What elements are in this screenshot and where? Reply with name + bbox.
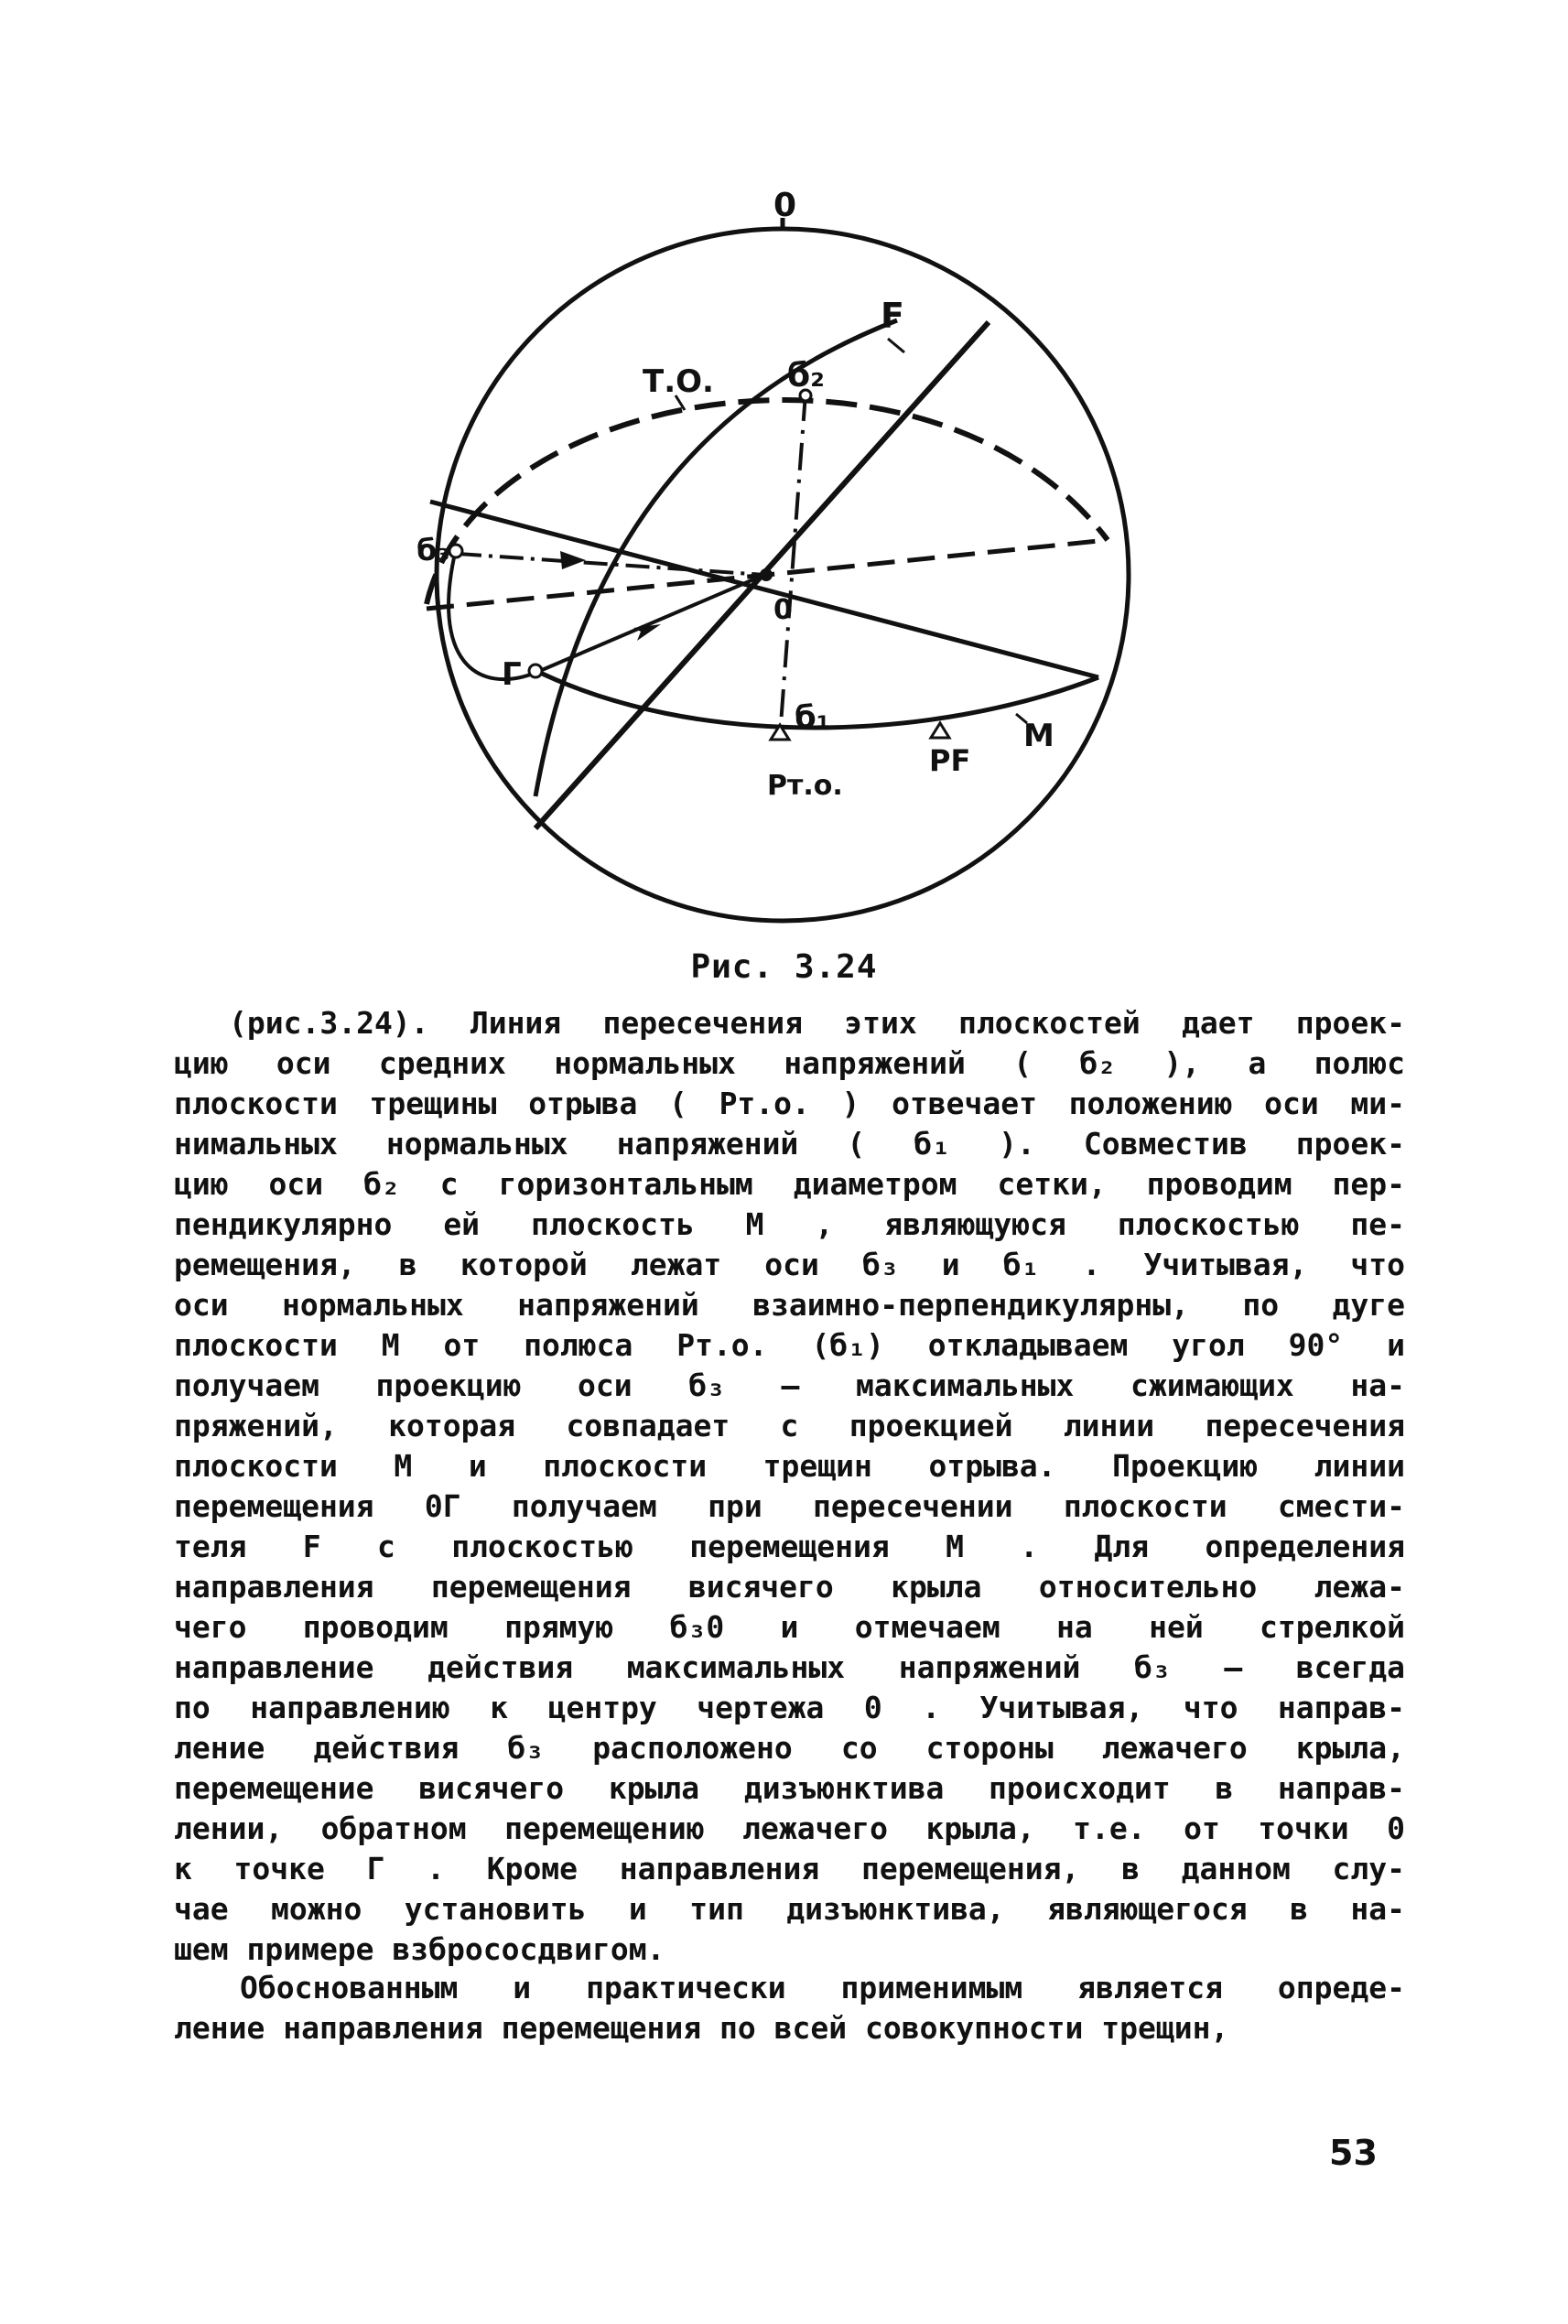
text-line: направление действия максимальных напряжений б₃ – всегда: [174, 1649, 1405, 1685]
label-sigma3: б₃: [416, 533, 450, 567]
text-line: пряжений, которая совпадает с проекцией линии пересечения: [174, 1408, 1405, 1443]
text-line: чае можно установить и тип дизъюнктива, являющегося в на-: [174, 1891, 1405, 1927]
p-f-marker: [931, 723, 949, 738]
center-point: [760, 568, 773, 581]
text-line: перемещения 0Г получаем при пересечении плоскости смести-: [174, 1488, 1405, 1524]
text-line: к точке Г . Кроме направления перемещения, в данном слу-: [174, 1851, 1405, 1886]
label-sigma2: б₂: [787, 357, 825, 395]
label-p-f: PF: [929, 743, 971, 778]
text-line: перемещение висячего крыла дизъюнктива происходит в направ-: [174, 1770, 1405, 1806]
text-line: лении, обратном перемещению лежачего крыла, т.е. от точки 0: [174, 1811, 1405, 1846]
text-line: (рис.3.24). Линия пересечения этих плоскостей дает проек-: [229, 1005, 1405, 1041]
g-point: [529, 665, 542, 677]
sigma3-point: [449, 545, 462, 557]
label-top-zero: 0: [773, 187, 797, 224]
text-line: ление направления перемещения по всей совокупности трещин,: [174, 2010, 1229, 2046]
label-center-zero: 0: [773, 594, 793, 626]
label-g: Г: [502, 656, 522, 693]
stereonet-figure: [0, 0, 1568, 952]
paragraph-1: [174, 1003, 1405, 1970]
arrow-sigma3-center: [560, 551, 586, 569]
paragraph-2: [174, 1968, 1405, 2048]
page-number: 53: [1329, 2133, 1378, 2173]
text-line: плоскости M от полюса Pт.о. (б₁) откладываем угол 90° и: [174, 1327, 1405, 1363]
text-line: Обоснованным и практически применимым является опреде-: [240, 1970, 1405, 2005]
text-line: нимальных нормальных напряжений ( б₁ ). Совместив проек-: [174, 1126, 1405, 1162]
text-line: теля F с плоскостью перемещения M . Для определения: [174, 1529, 1405, 1564]
text-line: плоскости трещины отрыва ( Pт.о. ) отвечает положению оси ми-: [174, 1086, 1405, 1121]
text-line: пендикулярно ей плоскость M , являющуюся плоскостью пе-: [174, 1206, 1405, 1242]
arrow-g-center: [633, 624, 661, 641]
text-line: цию оси средних нормальных напряжений ( б₂ ), а полюс: [174, 1045, 1405, 1081]
label-p-to: Pт.о.: [767, 770, 843, 802]
sigma2-sigma1-line: [780, 394, 806, 737]
text-line: оси нормальных напряжений взаимно-перпендикулярны, по дуге: [174, 1287, 1405, 1323]
sigma3-diameter: [430, 502, 1098, 677]
label-sigma1: б₁: [795, 699, 830, 736]
figure-caption: Рис. 3.24: [690, 948, 878, 986]
text-line: получаем проекцию оси б₃ – максимальных сжимающих на-: [174, 1367, 1405, 1403]
f-leader: [888, 339, 904, 352]
text-line: по направлению к центру чертежа 0 . Учитывая, что направ-: [174, 1690, 1405, 1725]
text-line: ление действия б₃ расположено со стороны лежачего крыла,: [174, 1730, 1405, 1766]
text-line: плоскости M и плоскости трещин отрыва. Проекцию линии: [174, 1448, 1405, 1484]
g-center-line: [535, 575, 764, 673]
label-to: Т.О.: [643, 363, 714, 400]
sigma3-g-arc: [449, 549, 535, 679]
text-line: шем примере взбрососдвигом.: [174, 1931, 665, 1967]
label-m: M: [1023, 718, 1054, 754]
label-f: F: [881, 296, 904, 336]
text-line: цию оси б₂ с горизонтальным диаметром сетки, проводим пер-: [174, 1166, 1405, 1202]
text-line: ремещения, в которой лежат оси б₃ и б₁ . Учитывая, что: [174, 1247, 1405, 1282]
text-line: направления перемещения висячего крыла относительно лежа-: [174, 1569, 1405, 1605]
text-line: чего проводим прямую б₃0 и отмечаем на ней стрелкой: [174, 1609, 1405, 1645]
net-circle: [437, 229, 1129, 921]
